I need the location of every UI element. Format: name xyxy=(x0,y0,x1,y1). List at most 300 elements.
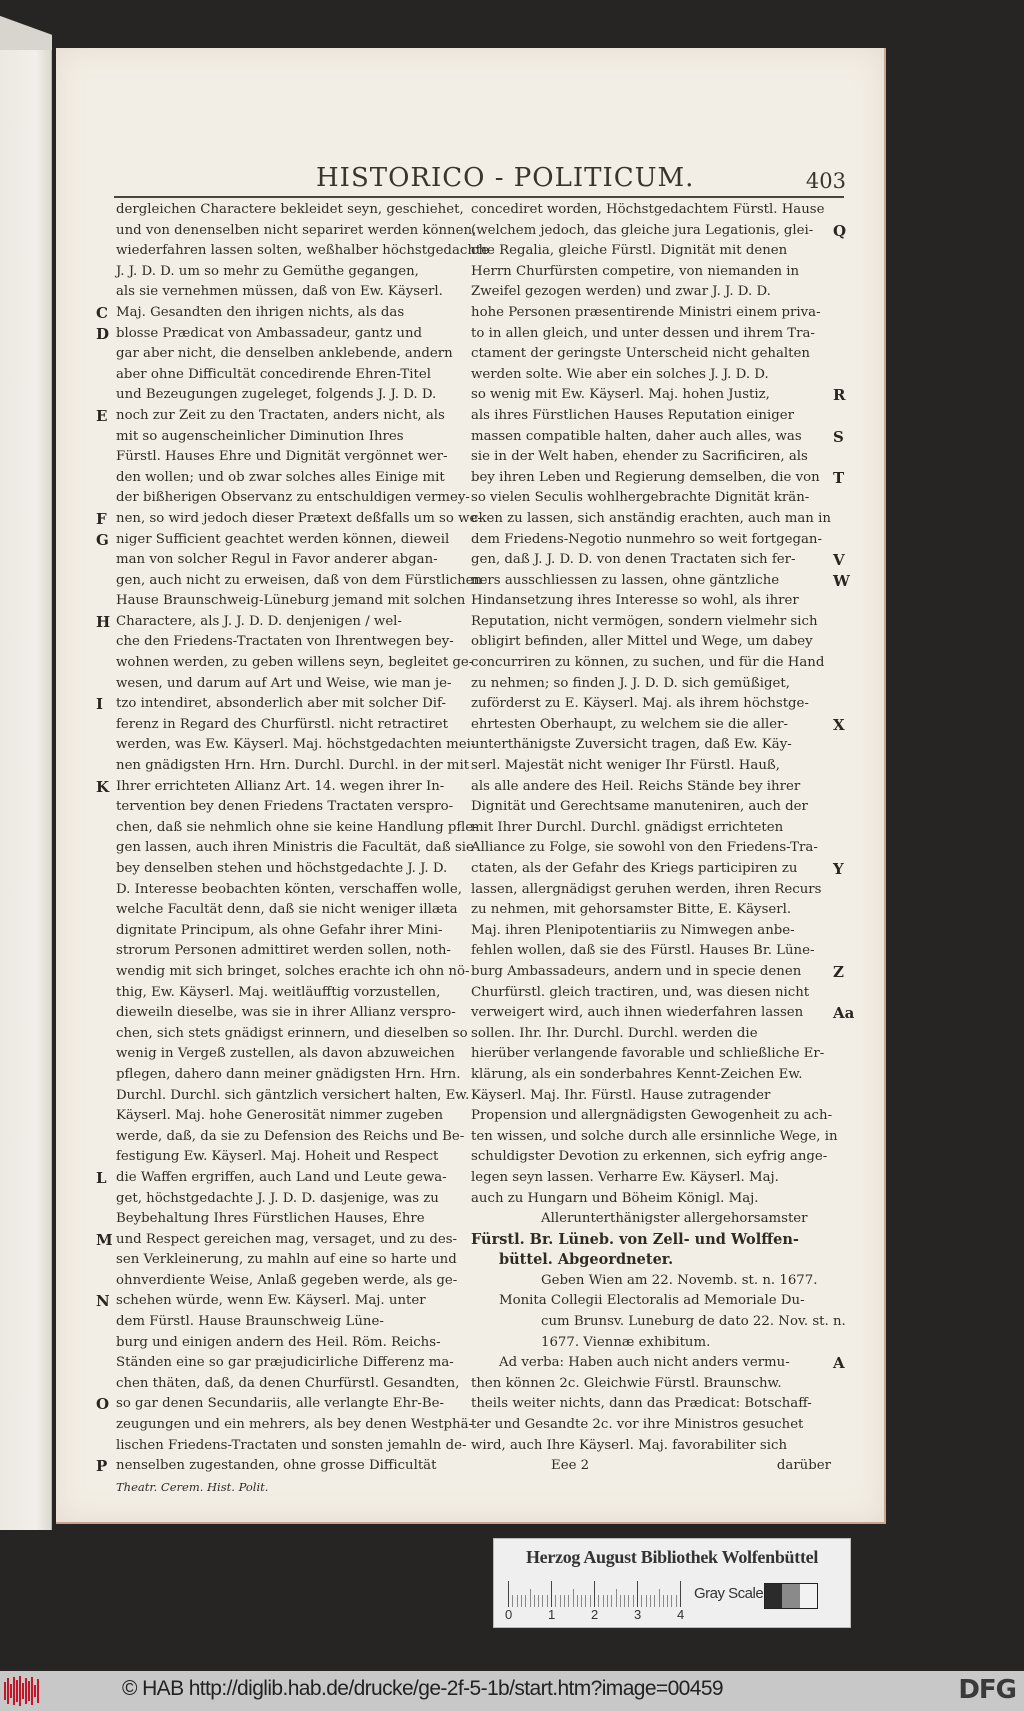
ruler-tick xyxy=(525,1595,526,1607)
grayscale-swatch xyxy=(764,1583,818,1609)
line-text: zuförderst zu E. Käyserl. Maj. als ihrem höchstge- xyxy=(471,696,809,712)
line-text: J. J. D. D. um so mehr zu Gemüthe gegangen, xyxy=(116,263,419,279)
text-line xyxy=(116,1086,470,1107)
footer-bar xyxy=(0,1671,1024,1711)
margin-marker: L xyxy=(96,1168,107,1187)
ruler-tick xyxy=(624,1595,625,1607)
text-line xyxy=(116,983,461,1004)
text-line xyxy=(471,262,831,283)
text-line xyxy=(471,900,831,921)
text-line xyxy=(116,1127,465,1148)
line-text: so vielen Seculis wohlhergebrachte Dignität krän- xyxy=(471,490,810,506)
margin-marker: M xyxy=(96,1230,113,1249)
line-text: wohnen werden, zu geben willens seyn, begleitet ge- xyxy=(116,655,474,671)
margin-marker: I xyxy=(96,695,104,714)
line-text: Hause Braunschweig-Lüneburg jemand mit solchen xyxy=(116,593,466,609)
copyright-link[interactable]: © HAB http://diglib.hab.de/drucke/ge-2f-5-1b/start.htm?image=00459 xyxy=(122,1677,723,1700)
margin-marker: Y xyxy=(833,860,844,878)
line-text: thig, Ew. Käyserl. Maj. weitläufftig vorzustellen, xyxy=(116,984,441,1000)
header-rule xyxy=(114,196,844,198)
hab-logo-icon xyxy=(4,1676,48,1706)
ruler-tick xyxy=(555,1595,556,1607)
ruler-tick xyxy=(512,1595,513,1607)
margin-marker: C xyxy=(96,303,108,322)
ruler-number: 2 xyxy=(591,1607,599,1622)
line-text: und Respect gereichen mag, versaget, und zu des- xyxy=(116,1231,458,1247)
ruler-numbers xyxy=(505,1607,698,1623)
text-line xyxy=(116,344,461,365)
text-line xyxy=(471,1147,831,1168)
text-line xyxy=(96,1230,461,1251)
ruler-tick xyxy=(590,1595,591,1607)
line-text: wird, auch Ihre Käyserl. Maj. favorabiliter sich xyxy=(471,1437,788,1453)
text-line xyxy=(471,1374,831,1395)
line-text: (welchem jedoch, das gleiche jura Legationis, glei- xyxy=(471,222,814,238)
line-text: und von denenselben nicht separiret werden können, xyxy=(116,222,477,238)
text-line xyxy=(116,1024,468,1045)
facing-page-fragment xyxy=(0,50,52,1530)
line-text: burg Ambassadeurs, andern und in specie denen xyxy=(471,963,802,979)
text-line xyxy=(116,488,470,509)
margin-marker: O xyxy=(96,1395,110,1414)
text-line xyxy=(116,1106,461,1127)
text-line xyxy=(471,1394,831,1415)
margin-marker: X xyxy=(833,715,845,734)
text-line xyxy=(116,1312,461,1333)
line-text: Herrn Churfürsten competire, von niemanden in xyxy=(471,263,800,279)
margin-marker: P xyxy=(96,1457,108,1476)
text-line xyxy=(116,1147,461,1168)
text-line xyxy=(471,1291,831,1312)
text-line xyxy=(116,571,483,592)
footnote-source: Theatr. Cerem. Hist. Polit. xyxy=(116,1479,269,1494)
text-line xyxy=(471,385,846,406)
line-text: Beybehaltung Ihres Fürstlichen Hauses, Ehre xyxy=(116,1211,425,1227)
line-text: zeugungen und ein mehrers, als bey denen Westphä- xyxy=(116,1417,473,1433)
text-line xyxy=(471,756,831,777)
line-text: Churfürstl. gleich tractiren, und, was diesen nicht xyxy=(471,984,810,1000)
text-line xyxy=(471,530,831,551)
text-line xyxy=(96,1456,461,1477)
text-line xyxy=(116,900,461,921)
line-text: cum Brunsv. Luneburg de dato 22. Nov. st. n. xyxy=(541,1314,846,1330)
line-text: Charactere, als J. J. D. D. denjenigen / wel- xyxy=(116,613,402,629)
line-text: ctaten, als der Gefahr des Kriegs participiren zu xyxy=(471,861,798,876)
line-text: werden, was Ew. Käyserl. Maj. höchstgedachten mei- xyxy=(116,737,476,753)
ruler-number: 4 xyxy=(677,1607,685,1622)
ruler-tick xyxy=(585,1595,586,1607)
line-text: aber ohne Difficultät concedirende Ehren-Titel xyxy=(116,366,431,382)
text-line xyxy=(116,365,461,386)
margin-marker: R xyxy=(833,386,846,405)
line-text: ten wissen, und solche durch alle ersinnliche Wege, in xyxy=(471,1128,838,1144)
ruler-tick xyxy=(530,1589,531,1607)
ruler-tick xyxy=(547,1595,548,1607)
margin-marker: T xyxy=(833,468,845,487)
line-text: theils weiter nichts, dann das Prædicat: Botschaff- xyxy=(471,1396,812,1412)
line-text: Ad verba: Haben auch nicht anders vermu- xyxy=(499,1355,790,1371)
library-calibration-label xyxy=(493,1538,851,1628)
text-line xyxy=(116,591,466,612)
line-text: dergleichen Charactere bekleidet seyn, geschiehet, xyxy=(116,202,464,217)
ruler-tick xyxy=(573,1589,574,1607)
signature-mark: Eee 2 xyxy=(551,1458,590,1474)
catchword: darüber xyxy=(776,1458,831,1474)
line-text: 1677. Viennæ exhibitum. xyxy=(541,1334,711,1350)
line-text: burg und einigen andern des Heil. Röm. Reichs- xyxy=(116,1334,441,1350)
margin-marker: F xyxy=(96,509,107,528)
line-text: Monita Collegii Electoralis ad Memoriale Du- xyxy=(499,1293,805,1309)
line-text: mit so augenscheinlicher Diminution Ihres xyxy=(116,428,404,444)
ruler-tick xyxy=(616,1589,617,1607)
line-text: wiederfahren lassen solten, weßhalber höchstgedachte xyxy=(116,243,490,259)
text-line xyxy=(471,880,831,901)
text-line xyxy=(116,859,461,880)
text-line xyxy=(116,427,461,448)
text-line xyxy=(96,612,461,633)
text-line xyxy=(116,262,461,283)
ruler-tick xyxy=(517,1595,518,1607)
text-line xyxy=(471,571,850,592)
text-line xyxy=(471,1003,855,1024)
line-text: so wenig mit Ew. Käyserl. Maj. hohen Justiz, xyxy=(471,387,770,403)
margin-marker: W xyxy=(833,571,850,590)
text-line xyxy=(471,777,831,798)
ruler-tick xyxy=(676,1595,677,1607)
line-text: so gar denen Secundariis, alle verlangte Ehr-Be- xyxy=(116,1396,445,1412)
text-line xyxy=(116,1374,461,1395)
line-text: zu nehmen; so finden J. J. D. D. sich gemüßiget, xyxy=(471,675,790,691)
line-text: Maj. ihren Plenipotentiariis zu Nimwegen anbe- xyxy=(471,922,795,938)
text-line xyxy=(96,694,461,715)
margin-marker: Q xyxy=(833,221,847,240)
ruler-tick xyxy=(577,1595,578,1607)
ruler-number: 3 xyxy=(634,1607,642,1622)
text-line xyxy=(471,447,831,468)
ruler-tick xyxy=(538,1595,539,1607)
ruler-tick xyxy=(594,1581,595,1607)
line-text: che den Friedens-Tractaten von Ihrentwegen bey- xyxy=(116,634,454,650)
line-text: Maj. Gesandten den ihrigen nichts, als das xyxy=(116,304,405,320)
text-line xyxy=(116,1333,461,1354)
dfg-logo: DFG xyxy=(958,1675,1016,1705)
ruler-tick xyxy=(671,1595,672,1607)
text-line xyxy=(116,818,478,839)
line-text: gen, daß J. J. D. D. von denen Tractaten sich fer- xyxy=(471,552,796,568)
line-text: pflegen, dahero dann meiner gnädigsten Hrn. Hrn. xyxy=(116,1066,461,1082)
text-line xyxy=(471,838,831,859)
line-text: und Bezeugungen zugeleget, folgends J. J. D. D. xyxy=(116,387,437,403)
line-text: Allerunterthänigster allergehorsamster xyxy=(541,1211,808,1227)
text-line xyxy=(96,406,461,427)
text-line xyxy=(116,921,461,942)
line-text: D. Interesse beobachten könten, verschaffen wolle, xyxy=(116,881,462,897)
margin-marker: V xyxy=(833,551,845,570)
text-line xyxy=(116,1003,461,1024)
line-text: Ihrer errichteten Allianz Art. 14. wegen ihrer In- xyxy=(116,778,445,794)
text-line xyxy=(471,1127,838,1148)
text-line xyxy=(471,612,831,633)
text-line xyxy=(116,221,477,242)
text-line xyxy=(471,941,831,962)
left-text-column xyxy=(96,200,490,1497)
text-line xyxy=(471,324,831,345)
text-line xyxy=(471,735,831,756)
text-line xyxy=(116,385,461,406)
scale-ruler xyxy=(508,1579,683,1607)
line-text: nen, so wird jedoch dieser Prætext deßfalls um so we- xyxy=(116,510,482,526)
ruler-tick xyxy=(564,1595,565,1607)
text-line xyxy=(116,632,461,653)
line-text: Dignität und Gerechtsame manuteniren, auch der xyxy=(471,799,808,815)
text-line xyxy=(116,756,470,777)
ruler-tick xyxy=(611,1595,612,1607)
ruler-number: 0 xyxy=(505,1607,513,1622)
line-text: sie in der Welt haben, ehender zu Sacrificiren, als xyxy=(471,449,808,465)
line-text: Geben Wien am 22. Novemb. st. n. 1677. xyxy=(541,1272,818,1288)
text-line xyxy=(471,1086,831,1107)
margin-marker: A xyxy=(833,1354,845,1373)
line-text: concurriren zu können, zu suchen, und für die Hand xyxy=(471,655,825,671)
line-text: als sie vernehmen müssen, daß von Ew. Käyserl. xyxy=(116,284,443,300)
text-line xyxy=(471,550,845,571)
text-line xyxy=(471,983,831,1004)
text-line xyxy=(471,921,831,942)
line-text: gen, auch nicht zu erweisen, daß von dem Fürstlichen xyxy=(116,572,483,588)
text-line xyxy=(471,200,831,221)
text-line xyxy=(116,1065,461,1086)
right-text-column xyxy=(471,200,855,1477)
text-line xyxy=(116,1415,473,1436)
margin-marker: Aa xyxy=(833,1004,855,1023)
text-line xyxy=(471,1333,831,1354)
text-line xyxy=(471,818,831,839)
page-number: 403 xyxy=(805,169,846,193)
grayscale-label: Gray Scale xyxy=(694,1585,764,1602)
line-text: schehen würde, wenn Ew. Käyserl. Maj. unter xyxy=(116,1293,426,1309)
text-line xyxy=(116,200,464,221)
line-text: lischen Friedens-Tractaten und sonsten jemahln de- xyxy=(116,1437,467,1453)
ruler-tick xyxy=(637,1581,638,1607)
line-text: Käyserl. Maj. Ihr. Fürstl. Hause zutragender xyxy=(471,1087,771,1103)
ruler-tick xyxy=(641,1595,642,1607)
line-text: klärung, als ein sonderbahres Kennt-Zeichen Ew. xyxy=(471,1066,803,1082)
line-text: to in allen gleich, und unter dessen und ihrem Tra- xyxy=(471,325,815,341)
text-line xyxy=(471,694,831,715)
line-text: strorum Personen admittiret werden sollen, noth- xyxy=(116,943,451,959)
line-text: obligirt befinden, aller Mittel und Wege, um dabey xyxy=(471,634,813,650)
ruler-tick xyxy=(551,1581,552,1607)
text-line xyxy=(116,1250,461,1271)
line-text: blosse Prædicat von Ambassadeur, gantz und xyxy=(116,325,423,341)
line-text: zu nehmen, mit gehorsamster Bitte, E. Käyserl. xyxy=(471,902,792,918)
line-text: werde, daß, da sie zu Defension des Reichs und Be- xyxy=(116,1128,465,1144)
text-line xyxy=(96,509,482,530)
text-line xyxy=(471,282,831,303)
text-line xyxy=(471,1189,831,1210)
line-text: bey denselben stehen und höchstgedachte J. J. D. xyxy=(116,861,448,876)
text-line xyxy=(471,1436,831,1457)
text-line xyxy=(471,468,845,489)
line-text: hierüber verlangende favorable und schließliche Er- xyxy=(471,1046,825,1062)
line-text: ferenz in Regard des Churfürstl. nicht retractiret xyxy=(116,716,448,732)
line-text: chen, daß sie nehmlich ohne sie keine Handlung pfle- xyxy=(116,819,478,835)
line-text: Zweifel gezogen werden) und zwar J. J. D. D. xyxy=(471,284,771,300)
line-text: Hindansetzung ihres Interesse so wohl, als ihrer xyxy=(471,593,799,609)
text-line xyxy=(96,324,461,345)
ruler-tick xyxy=(568,1595,569,1607)
ruler-tick xyxy=(542,1595,543,1607)
text-line xyxy=(116,838,474,859)
ruler-tick xyxy=(633,1595,634,1607)
line-text: hohe Personen præsentirende Ministri einem priva- xyxy=(471,304,821,320)
line-text: lassen, allergnädigst geruhen werden, ihren Recurs xyxy=(471,881,822,897)
text-line xyxy=(471,797,831,818)
text-line xyxy=(116,797,461,818)
text-line xyxy=(471,488,831,509)
ruler-tick xyxy=(620,1595,621,1607)
margin-marker: H xyxy=(96,612,111,631)
text-line xyxy=(116,1189,461,1210)
line-text: als alle andere des Heil. Reichs Stände bey ihrer xyxy=(471,778,801,794)
ruler-number: 1 xyxy=(548,1607,556,1622)
ruler-tick xyxy=(628,1595,629,1607)
text-line xyxy=(116,1436,467,1457)
line-text: man von solcher Regul in Favor anderer abgan- xyxy=(116,552,438,568)
line-text: tzo intendiret, absonderlich aber mit solcher Dif- xyxy=(116,696,446,712)
margin-marker: E xyxy=(96,406,108,425)
line-text: nen gnädigsten Hrn. Hrn. Durchl. Durchl. in der mit xyxy=(116,758,470,774)
grayscale-patch xyxy=(800,1584,817,1608)
text-line xyxy=(471,1415,831,1436)
line-text: legen seyn lassen. Verharre Ew. Käyserl. Maj. xyxy=(471,1169,779,1185)
line-text: dignitate Principum, als ohne Gefahr ihrer Mini- xyxy=(116,922,443,938)
ruler-tick xyxy=(667,1595,668,1607)
ruler-tick xyxy=(508,1581,509,1607)
line-text: Käyserl. Maj. hohe Generosität nimmer zugeben xyxy=(116,1108,444,1124)
text-line xyxy=(116,550,461,571)
text-line xyxy=(471,962,844,983)
line-text: Durchl. Durchl. sich gäntzlich versichert halten, Ew. xyxy=(116,1087,470,1103)
margin-marker: S xyxy=(833,427,844,446)
line-text: Propension und allergnädigsten Gewogenheit zu ach- xyxy=(471,1108,833,1124)
line-text: chen, sich stets gnädigst erinnern, und dieselben so xyxy=(116,1025,468,1041)
text-line xyxy=(471,241,831,262)
line-text: sen Verkleinerung, zu mahln auf eine so harte und xyxy=(116,1252,457,1268)
ruler-tick xyxy=(560,1595,561,1607)
line-text: Ständen eine so gar præjudicirliche Differenz ma- xyxy=(116,1355,454,1371)
line-text: wenig in Vergeß zustellen, als davon abzuweichen xyxy=(116,1046,455,1062)
text-line xyxy=(96,303,461,324)
line-text: wendig mit sich bringet, solches erachte ich ohn nö- xyxy=(116,963,470,979)
text-line xyxy=(116,1044,461,1065)
text-line xyxy=(471,1230,831,1251)
line-text: festigung Ew. Käyserl. Maj. Hoheit und Respect xyxy=(116,1149,439,1165)
margin-marker: Z xyxy=(833,962,844,981)
text-line xyxy=(116,653,474,674)
ruler-tick xyxy=(654,1595,655,1607)
text-line xyxy=(471,1106,831,1127)
running-title: HISTORICO - POLITICUM. xyxy=(316,163,695,193)
line-text: fehlen wollen, daß sie des Fürstl. Hauses Br. Lüne- xyxy=(471,943,815,959)
margin-marker: D xyxy=(96,324,110,343)
text-line xyxy=(471,1024,831,1045)
line-text: unterthänigste Zuversicht tragen, daß Ew. Käy- xyxy=(471,737,792,753)
text-line xyxy=(116,1353,461,1374)
catchline xyxy=(471,1456,831,1477)
line-text: auch zu Hungarn und Böheim Königl. Maj. xyxy=(471,1190,759,1206)
line-text: ohnverdiente Weise, Anlaß gegeben werde, als ge- xyxy=(116,1272,458,1288)
facing-page-corner xyxy=(0,0,52,50)
text-line xyxy=(116,735,476,756)
ruler-tick xyxy=(607,1595,608,1607)
line-text: Fürstl. Hauses Ehre und Dignität vergönnet wer- xyxy=(116,449,448,465)
line-text: welche Facultät denn, daß sie nicht weniger illæta xyxy=(116,902,458,918)
line-text: noch zur Zeit zu den Tractaten, anders nicht, als xyxy=(116,407,445,423)
text-line xyxy=(471,674,831,695)
line-text: den wollen; und ob zwar solches alles Einige mit xyxy=(116,469,445,485)
line-text: Reputation, nicht vermögen, sondern vielmehr sich xyxy=(471,613,818,629)
ruler-tick xyxy=(521,1595,522,1607)
text-line xyxy=(471,1168,831,1189)
line-text: wesen, und darum auf Art und Weise, wie man je- xyxy=(116,675,452,691)
line-text: mit Ihrer Durchl. Durchl. gnädigst errichteten xyxy=(471,819,784,835)
book-page xyxy=(56,48,886,1524)
text-line xyxy=(116,1209,461,1230)
text-line xyxy=(96,530,461,551)
text-line xyxy=(471,1044,831,1065)
text-line xyxy=(471,591,831,612)
text-line xyxy=(96,1394,461,1415)
line-text: niger Sufficient geachtet werden können, dieweil xyxy=(116,531,450,547)
text-line xyxy=(471,406,831,427)
ruler-tick xyxy=(598,1595,599,1607)
text-line xyxy=(116,1271,461,1292)
library-name: Herzog August Bibliothek Wolfenbüttel xyxy=(525,1547,819,1567)
line-text: dem Fürstl. Hause Braunschweig Lüne- xyxy=(116,1314,384,1330)
text-line xyxy=(116,447,461,468)
text-line xyxy=(471,427,844,448)
line-text: Fürstl. Br. Lüneb. von Zell- und Wolffen- xyxy=(471,1230,799,1248)
text-line xyxy=(471,715,845,736)
text-line xyxy=(96,1291,461,1312)
line-text: ter und Gesandte 2c. vor ihre Ministros gesuchet xyxy=(471,1417,804,1433)
text-line xyxy=(116,282,461,303)
text-line xyxy=(471,365,831,386)
ruler-tick xyxy=(534,1595,535,1607)
line-text: ners ausschliessen zu lassen, ohne gäntzliche xyxy=(471,572,780,588)
line-text: ctament der geringste Unterscheid nicht gehalten xyxy=(471,346,810,362)
text-line xyxy=(96,1168,461,1189)
text-line xyxy=(116,674,461,695)
text-line xyxy=(116,880,461,901)
line-text: then können 2c. Gleichwie Fürstl. Braunschw. xyxy=(471,1375,782,1391)
text-line xyxy=(471,1250,831,1271)
text-line xyxy=(116,962,470,983)
ruler-tick xyxy=(650,1595,651,1607)
text-line xyxy=(116,715,461,736)
line-text: der bißherigen Observanz zu entschuldigen vermey- xyxy=(116,490,470,506)
line-text: verweigert wird, auch ihnen wiederfahren lassen xyxy=(471,1005,804,1021)
line-text: die Waffen ergriffen, auch Land und Leute gewa- xyxy=(116,1169,447,1185)
text-line xyxy=(471,859,844,880)
line-text: che Regalia, gleiche Fürstl. Dignität mit denen xyxy=(471,243,788,259)
line-text: get, höchstgedachte J. J. D. D. dasjenige, was zu xyxy=(116,1190,439,1206)
text-line xyxy=(471,1271,831,1292)
text-line xyxy=(471,221,847,242)
margin-marker: K xyxy=(96,777,110,796)
text-line xyxy=(116,241,490,262)
